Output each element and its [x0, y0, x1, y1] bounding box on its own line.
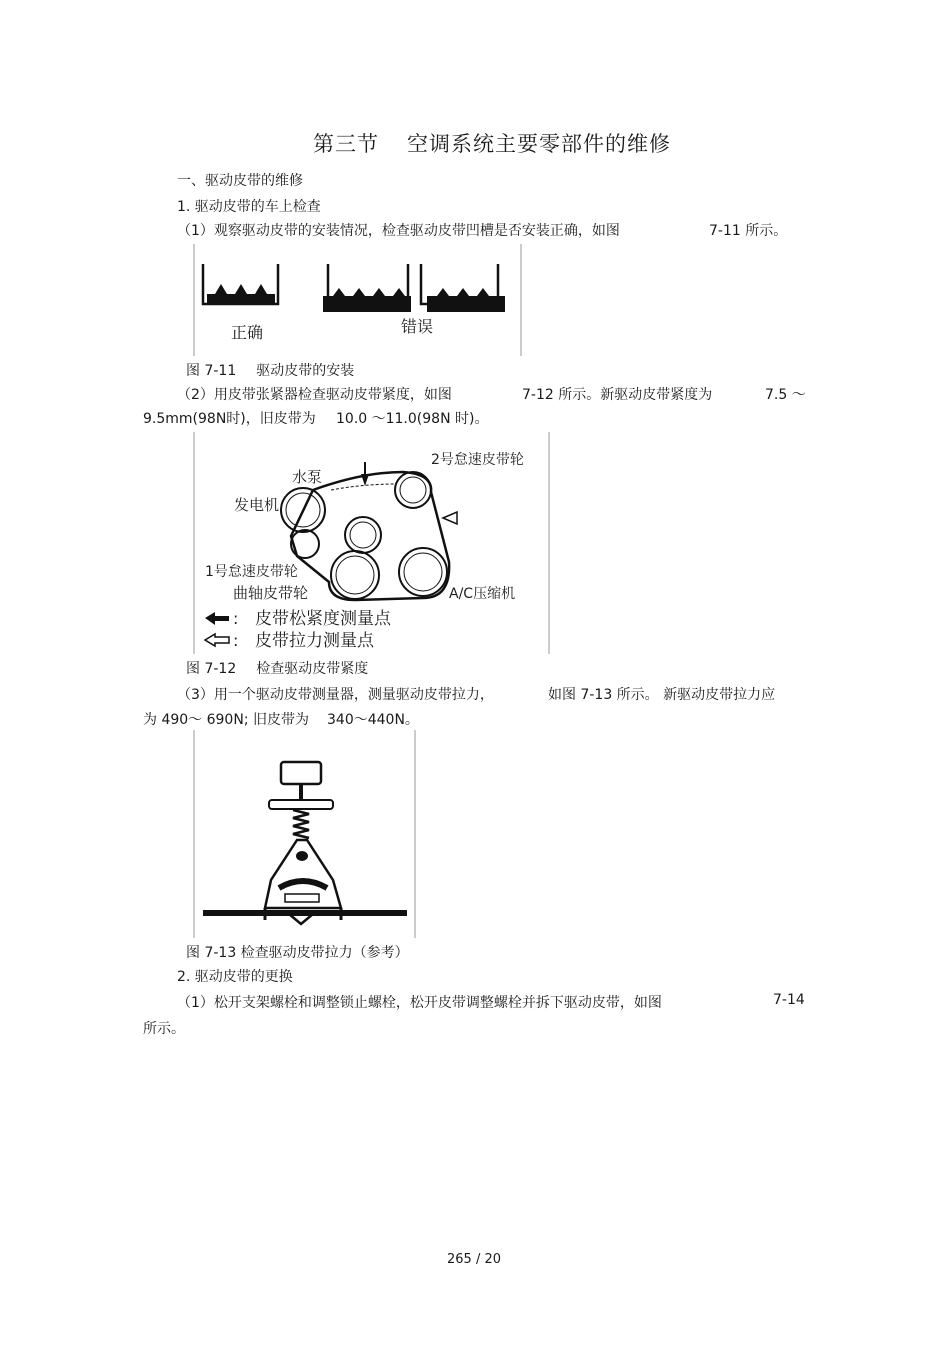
force-point-arrow: [443, 512, 457, 524]
legend-force-point: 皮带拉力测量点: [255, 631, 374, 651]
label-crankshaft: 曲轴皮带轮: [233, 584, 309, 602]
figure-7-11-caption: [186, 360, 354, 380]
paragraph-4-b: 7-14: [773, 992, 805, 1008]
caption-number: 图 7-11: [186, 363, 237, 379]
label-correct: 正确: [231, 323, 264, 342]
paragraph-2-a: （2）用皮带张紧器检查驱动皮带紧度，如图: [177, 387, 452, 403]
figure-7-12-caption: [186, 658, 368, 678]
label-wrong: 错误: [401, 317, 434, 336]
paragraph-1-a: （1）观察驱动皮带的安装情况，检查驱动皮带凹槽是否安装正确，如图: [177, 223, 620, 239]
figure-7-11: [193, 244, 523, 356]
paragraph-2-d: 9.5mm(98N时)，旧皮带为: [143, 411, 316, 427]
label-idler-1: 1号怠速皮带轮: [205, 564, 298, 580]
paragraph-4-a: （1）松开支架螺栓和调整锁止螺栓，松开皮带调整螺栓并拆下驱动皮带，如图: [177, 995, 662, 1011]
caption-text: 驱动皮带的安装: [256, 363, 355, 379]
paragraph-1-b: 7-11 所示。: [709, 223, 788, 239]
paragraph-3-b: 如图 7-13 所示。 新驱动皮带拉力应: [548, 687, 776, 703]
page-number: 265 / 20: [447, 1252, 501, 1267]
section-heading: 一、驱动皮带的维修: [177, 173, 303, 189]
figure-7-12: [193, 432, 553, 654]
caption-text: 检查驱动皮带紧度: [256, 661, 369, 677]
label-idler-2: 2号怠速皮带轮: [431, 452, 524, 468]
paragraph-3-c: 为 490～ 690N; 旧皮带为: [143, 712, 309, 728]
paragraph-3-d: 340～440N。: [327, 712, 419, 728]
legend-colon-2: :: [233, 631, 239, 650]
figure-7-13: [193, 730, 417, 938]
legend-hollow-arrow-icon: [205, 634, 229, 646]
label-water-pump: 水泵: [292, 468, 323, 486]
title-text: 空调系统主要零部件的维修: [407, 132, 671, 156]
label-alternator: 发电机: [234, 496, 280, 514]
page-title: [313, 128, 671, 158]
belt-layout-diagram: [193, 432, 553, 654]
caption-number: 图 7-12: [186, 661, 237, 677]
title-prefix: 第三节: [313, 132, 379, 156]
legend-solid-arrow-icon: [205, 612, 229, 625]
legend-tension-point: 皮带松紧度测量点: [255, 609, 391, 629]
belt-tension-gauge-diagram: [193, 730, 417, 938]
paragraph-4-c: 所示。: [143, 1021, 185, 1037]
figure-7-13-caption: 图 7-13 检查驱动皮带拉力（参考）: [186, 945, 409, 961]
paragraph-2-b: 7-12 所示。新驱动皮带紧度为: [522, 387, 713, 403]
paragraph-2-e: 10.0 ～11.0(98N 时)。: [336, 411, 489, 427]
legend-colon-1: :: [233, 609, 239, 628]
label-ac-compressor: A/C压缩机: [449, 586, 516, 602]
paragraph-2-c: 7.5 ～: [765, 387, 806, 403]
subsection-heading-1: 1. 驱动皮带的车上检查: [177, 199, 321, 215]
subsection-heading-2: 2. 驱动皮带的更换: [177, 969, 293, 985]
belt-install-diagram: [193, 244, 523, 356]
paragraph-3-a: （3）用一个驱动皮带测量器，测量驱动皮带拉力，: [177, 687, 494, 703]
